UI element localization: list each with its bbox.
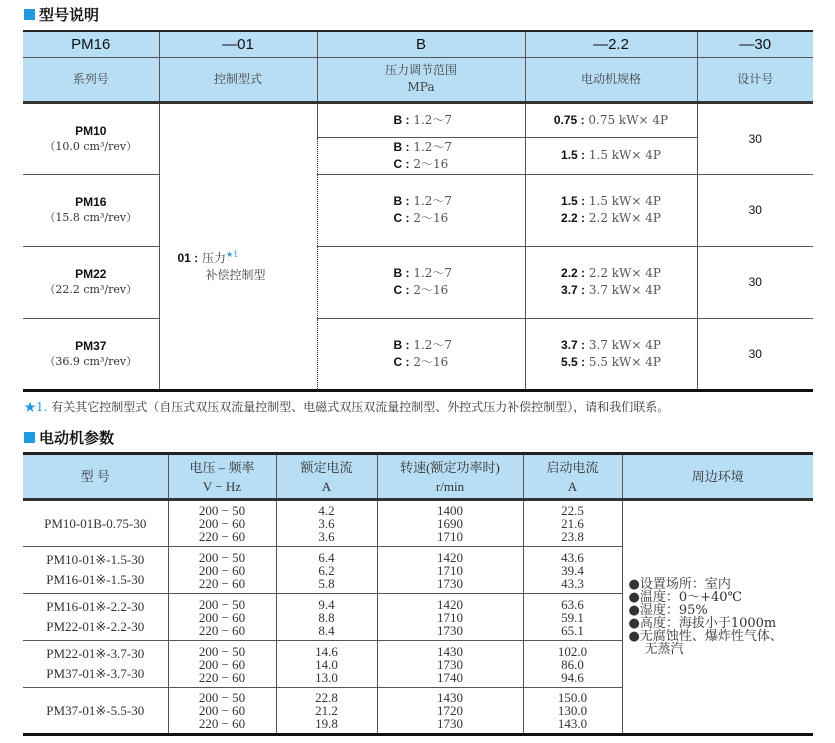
table-row [23,246,813,318]
label-control: 控制型式 [159,57,317,102]
model-name: PM10-01※-1.5-30 [46,552,145,567]
table-row [23,102,813,137]
env-item: 无蒸汽 [644,642,684,657]
motor-key: 1.5 : [561,148,586,162]
start-cell [523,500,622,547]
range-value: 1.2～7 [413,194,453,208]
vhz-cell [168,547,276,594]
vhz: 220 − 60 [198,716,246,731]
vhz: 200 − 50 [198,549,246,565]
rated: 5.8 [318,575,335,591]
header-row [23,454,813,500]
rated: 8.8 [318,609,335,625]
range-key: B : [393,139,410,154]
header-line1: 额定电流 [300,459,353,475]
header-line1: 转速(额定功率时) [400,459,500,475]
series-displacement: （15.8 cm³/rev） [44,211,138,224]
speed: 1400 [437,503,463,518]
motor-key: 1.5 : [561,194,586,208]
control-label-2: 补偿控制型 [205,268,266,282]
vhz: 220 − 60 [198,575,246,591]
speed-cell [377,500,523,547]
header-line2: A [321,478,332,494]
range-value: 2～16 [413,283,449,297]
pressure-range-cell [317,102,525,137]
vhz: 200 − 60 [198,609,246,625]
motor-spec-cell [525,137,697,174]
label-row [23,57,813,102]
footnote-star-icon: ★1 [226,250,239,259]
rated: 13.0 [315,669,338,685]
pressure-range-cell [317,174,525,246]
design-number-cell: 30 [697,174,813,246]
square-bullet-icon [24,9,35,20]
model-cell [23,594,168,641]
speed: 1730 [437,575,463,591]
footnote-text: 有关其它控制型式（自压式双压双流量控制型、电磁式双压双流量控制型、外控式压力补偿控制型），请和我们联系。 [51,400,670,414]
table-row [23,174,813,246]
rated: 6.2 [318,562,335,578]
start: 65.1 [561,622,584,638]
speed: 1710 [437,609,463,625]
pressure-range-cell [317,318,525,390]
range-value: 1.2～7 [413,337,453,352]
vhz: 220 − 60 [198,669,246,685]
header-rated-current [276,454,377,500]
env-item: ●温度：0～+40℃ [628,590,743,605]
design-number-cell: 30 [697,318,813,390]
header-line1: 电压 – 频率 [189,459,255,475]
rated: 19.8 [315,716,338,731]
header-environment: 周边环境 [622,454,813,500]
range-key: C : [393,211,410,225]
start: 39.4 [561,562,584,578]
model-name: PM16-01※-2.2-30 [46,599,145,614]
motor-key: 5.5 : [561,354,586,369]
speed: 1420 [437,549,463,565]
vhz: 200 − 50 [198,643,246,659]
env-item: ●湿度：95% [628,603,708,618]
speed: 1690 [437,516,463,531]
motor-key: 2.2 : [561,266,586,280]
start: 59.1 [561,609,584,625]
motor-key: 0.75 : [553,112,585,127]
speed-cell [377,641,523,688]
model-cell [23,688,168,735]
vhz: 200 − 50 [198,596,246,612]
code-series: PM16 [23,31,159,57]
code-design: —30 [697,31,813,57]
model-code-table [23,30,813,392]
rated-cell [276,641,377,688]
start: 21.6 [561,516,584,531]
series-cell-pm37 [23,318,159,390]
start: 43.3 [561,575,584,591]
start: 150.0 [557,690,588,705]
motor-value: 1.5 kW× 4P [588,148,661,162]
env-item: ●无腐蚀性、爆炸性气体、 [628,629,783,644]
environment-cell [622,500,813,735]
rated: 3.6 [318,516,335,531]
code-pressure: B [317,31,525,57]
env-item: ●设置场所：室内 [628,577,731,592]
motor-value: 3.7 kW× 4P [588,337,661,352]
motor-value: 3.7 kW× 4P [588,283,661,297]
header-start-current [523,454,622,500]
rated-cell [276,547,377,594]
speed: 1730 [437,716,463,731]
rated: 22.8 [315,690,338,705]
start: 130.0 [557,703,588,718]
range-key: B : [393,112,410,127]
speed: 1710 [437,529,463,544]
range-value: 2～16 [413,156,449,171]
rated: 6.4 [318,549,335,565]
vhz-cell [168,500,276,547]
series-displacement: （36.9 cm³/rev） [44,354,138,368]
control-label-1: 压力 [202,251,227,265]
series-displacement: （10.0 cm³/rev） [44,139,138,153]
code-control: —01 [159,31,317,57]
series-name: PM16 [75,195,107,209]
range-key: C : [393,156,410,171]
start: 143.0 [557,716,588,731]
model-name: PM22-01※-2.2-30 [46,619,145,634]
series-name: PM10 [75,123,107,138]
speed: 1430 [437,690,463,705]
motor-value: 5.5 kW× 4P [588,354,661,369]
rated-cell [276,688,377,735]
label-motor: 电动机规格 [525,57,697,102]
pressure-range-cell [317,246,525,318]
speed: 1730 [437,622,463,638]
header-speed [377,454,523,500]
start: 94.6 [561,669,584,685]
motor-params-table [23,452,813,736]
start: 86.0 [561,656,584,672]
vhz: 200 − 60 [198,703,246,718]
label-pressure [317,57,525,102]
section-title-text: 电动机参数 [39,429,115,447]
rated: 3.6 [318,529,335,544]
start-cell [523,594,622,641]
rated: 21.2 [315,703,338,718]
rated: 4.2 [318,503,335,518]
table-row [23,500,813,547]
header-line2: r/min [435,478,465,494]
speed-cell [377,594,523,641]
rated-cell [276,594,377,641]
model-cell [23,547,168,594]
code-motor: —2.2 [525,31,697,57]
motor-key: 3.7 : [561,283,586,297]
series-cell-pm22 [23,246,159,318]
model-cell [23,641,168,688]
model-name: PM22-01※-3.7-30 [46,646,145,661]
start-cell [523,547,622,594]
rated-cell [276,500,377,547]
range-value: 1.2～7 [413,266,453,280]
design-number-cell: 30 [697,246,813,318]
label-pressure-unit: MPa [407,80,435,94]
header-model: 型 号 [23,454,168,500]
section-title-motor-params [24,427,114,448]
footnote-star-icon: ★1. [24,400,48,414]
model-name: PM10-01B-0.75-30 [44,515,147,531]
vhz: 220 − 60 [198,529,246,544]
rated: 14.0 [315,656,338,672]
vhz-cell [168,688,276,735]
series-cell-pm16 [23,174,159,246]
footnote [24,398,669,415]
rated: 9.4 [318,596,335,612]
range-value: 1.2～7 [413,112,453,127]
range-value: 2～16 [413,211,449,225]
vhz: 200 − 60 [198,656,246,672]
motor-value: 0.75 kW× 4P [588,112,669,127]
series-name: PM37 [75,338,107,353]
start: 63.6 [561,596,584,612]
series-displacement: （22.2 cm³/rev） [44,283,138,296]
label-series: 系列号 [23,57,159,102]
vhz: 220 − 60 [198,622,246,638]
series-cell-pm10 [23,102,159,174]
motor-value: 2.2 kW× 4P [588,211,661,225]
motor-value: 1.5 kW× 4P [588,194,661,208]
start-cell [523,688,622,735]
vhz: 200 − 50 [198,503,246,518]
vhz: 200 − 50 [198,690,246,705]
motor-value: 2.2 kW× 4P [588,266,661,280]
square-bullet-icon [24,432,35,443]
range-key: B : [393,266,410,280]
range-key: C : [393,283,410,297]
motor-spec-cell [525,102,697,137]
speed-cell [377,688,523,735]
start: 102.0 [557,643,588,659]
model-cell [23,500,168,547]
speed: 1710 [437,562,463,578]
speed: 1740 [437,669,463,685]
speed: 1720 [437,703,463,718]
pressure-range-cell [317,137,525,174]
motor-spec-cell [525,318,697,390]
start-cell [523,641,622,688]
speed-cell [377,547,523,594]
vhz-cell [168,641,276,688]
series-name: PM22 [75,267,107,281]
speed: 1430 [437,643,463,659]
start: 22.5 [561,503,584,518]
vhz-cell [168,594,276,641]
env-item: ●高度：海拔小于1000m [628,616,777,631]
control-type-cell [159,102,317,390]
label-pressure-text: 压力调节范围 [384,63,457,77]
motor-spec-cell [525,246,697,318]
range-key: C : [393,354,410,369]
speed: 1730 [437,656,463,672]
table-row [23,318,813,390]
model-name: PM37-01※-5.5-30 [46,702,145,718]
motor-key: 2.2 : [561,211,586,225]
header-voltage-freq [168,454,276,500]
vhz: 200 − 60 [198,562,246,578]
speed: 1420 [437,596,463,612]
range-key: B : [393,337,410,352]
vhz: 200 − 60 [198,516,246,531]
range-value: 1.2～7 [413,139,453,154]
control-code: 01 : [177,251,199,265]
rated: 8.4 [318,622,335,638]
header-line2: A [567,478,578,494]
code-row [23,31,813,57]
rated: 14.6 [315,643,338,659]
model-name: PM16-01※-1.5-30 [46,572,145,587]
header-line1: 启动电流 [546,459,599,475]
header-line2: V − Hz [202,478,242,494]
model-name: PM37-01※-3.7-30 [46,666,145,681]
start: 23.8 [561,529,584,544]
motor-spec-cell [525,174,697,246]
label-design: 设计号 [697,57,813,102]
section-title-model-explanation [24,4,99,25]
range-key: B : [393,194,410,208]
section-title-text: 型号说明 [39,6,100,24]
start: 43.6 [561,549,584,565]
design-number-cell: 30 [697,102,813,174]
range-value: 2～16 [413,354,449,369]
motor-key: 3.7 : [561,337,586,352]
